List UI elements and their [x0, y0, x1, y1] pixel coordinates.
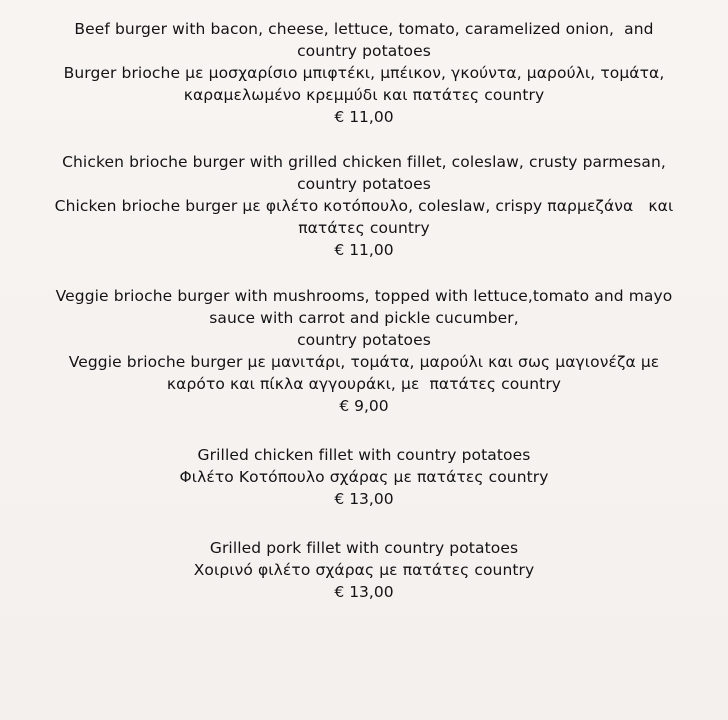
menu-item-greek-line: πατάτες country [298, 219, 430, 238]
menu-item-english-line: Grilled pork fillet with country potatoes [209, 539, 519, 557]
menu-item [14, 537, 714, 604]
menu-item-greek-line: καρότο και πίκλα αγγουράκι, με πατάτες country [166, 374, 562, 393]
menu-item-greek-line: Χοιρινό φιλέτο σχάρας με πατάτες country [193, 561, 535, 579]
menu-item-english-line: country potatoes [297, 175, 431, 194]
menu-item [14, 444, 714, 511]
menu-item [14, 151, 714, 262]
menu-item-english-line: Beef burger with bacon, cheese, lettuce, tomato, caramelized onion, and [74, 20, 654, 38]
menu-item-price: € 13,00 [334, 583, 394, 601]
menu-item-price: € 11,00 [334, 108, 394, 126]
menu-item-english-line: Veggie brioche burger with mushrooms, topped with lettuce,tomato and mayo [55, 286, 673, 305]
menu-item-english-line: sauce with carrot and pickle cucumber, [209, 308, 519, 327]
menu-item-greek-line: Chicken brioche burger με φιλέτο κοτόπουλο, coleslaw, crispy παρμεζάνα και [54, 197, 674, 216]
menu-item [14, 18, 714, 129]
menu-item-english-line: Grilled chicken fillet with country potatoes [197, 445, 531, 464]
menu-item-greek-line: καραμελωμένο κρεμμύδι και πατάτες country [183, 86, 545, 104]
menu-item-greek-line: Veggie brioche burger με μανιτάρι, τομάτα, μαρούλι και σως μαγιονέζα με [68, 352, 660, 371]
menu-item-price: € 9,00 [339, 396, 389, 415]
menu-item [14, 285, 714, 418]
menu-item-greek-line: Φιλέτο Κοτόπουλο σχάρας με πατάτες country [179, 467, 549, 486]
menu-item-english-line: country potatoes [297, 42, 431, 60]
menu-item-greek-line: Burger brioche με μοσχαρίσιο μπιφτέκι, μπέικον, γκούντα, μαρούλι, τομάτα, [63, 64, 665, 82]
menu-item-english-line: Chicken brioche burger with grilled chicken fillet, coleslaw, crusty parmesan, [62, 153, 666, 172]
menu-item-price: € 13,00 [334, 489, 394, 508]
menu-item-price: € 11,00 [334, 241, 394, 260]
menu-item-english-line: country potatoes [297, 330, 431, 349]
